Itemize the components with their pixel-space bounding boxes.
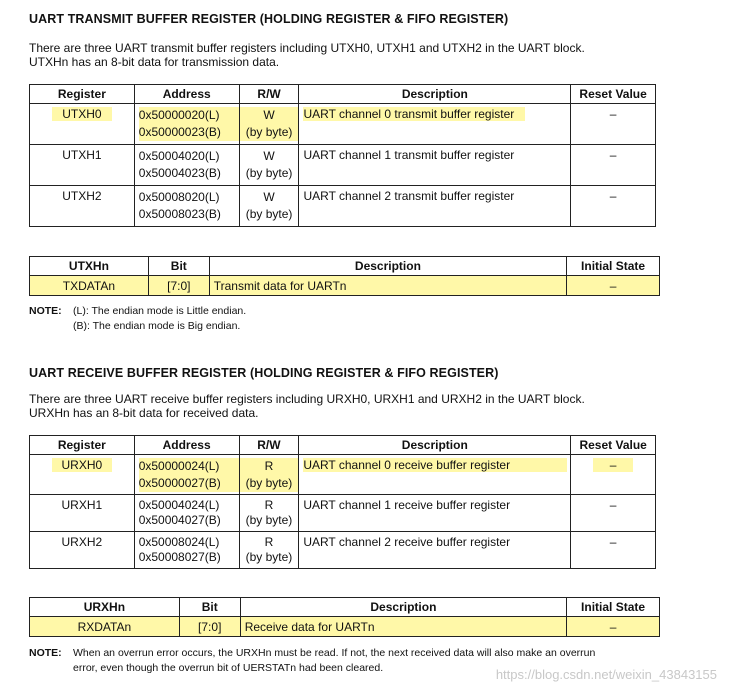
receive-para-line1: There are three UART receive buffer registers including URXH0, URXH1 and URXH2 in the UART block. <box>29 392 585 406</box>
initial-state-cell: – <box>567 617 660 637</box>
register-cell: UTXH0 <box>30 104 135 145</box>
transmit-register-table <box>29 84 656 227</box>
col-header-bit: Bit <box>148 257 209 276</box>
rw-cell: W (by byte) <box>239 104 299 145</box>
register-cell: URXH0 <box>30 455 135 495</box>
initial-state-cell: – <box>567 276 660 296</box>
register-cell: UTXH1 <box>30 145 135 186</box>
col-header-field: URXHn <box>30 598 180 617</box>
bit-cell: [7:0] <box>179 617 240 637</box>
address-cell: 0x50008024(L) 0x50008027(B) <box>134 532 239 569</box>
note-line2: (B): The endian mode is Big endian. <box>73 320 241 332</box>
table-row <box>30 455 656 495</box>
reset-value-cell: – <box>571 455 656 495</box>
col-header-initial-state: Initial State <box>567 257 660 276</box>
field-cell: RXDATAn <box>30 617 180 637</box>
col-header-description: Description <box>209 257 566 276</box>
col-header-address: Address <box>134 436 239 455</box>
note-line1: When an overrun error occurs, the URXHn must be read. If not, the next received data will also make an overrun <box>73 647 596 659</box>
col-header-description: Description <box>299 85 571 104</box>
table-row <box>30 104 656 145</box>
description-cell: UART channel 0 transmit buffer register <box>299 104 571 145</box>
col-header-initial-state: Initial State <box>567 598 660 617</box>
reset-value-cell: – <box>571 532 656 569</box>
description-cell: UART channel 2 transmit buffer register <box>299 186 571 227</box>
col-header-description: Description <box>240 598 566 617</box>
transmit-paragraph <box>29 41 585 69</box>
rw-cell: R (by byte) <box>239 495 299 532</box>
address-cell: 0x50004020(L) 0x50004023(B) <box>134 145 239 186</box>
bit-cell: [7:0] <box>148 276 209 296</box>
description-cell: UART channel 2 receive buffer register <box>299 532 571 569</box>
watermark-text: https://blog.csdn.net/weixin_43843155 <box>495 667 717 682</box>
col-header-reset-value: Reset Value <box>571 85 656 104</box>
col-header-field: UTXHn <box>30 257 149 276</box>
reset-value-cell: – <box>571 145 656 186</box>
transmit-para-line2: UTXHn has an 8-bit data for transmission data. <box>29 55 280 69</box>
register-cell: URXH2 <box>30 532 135 569</box>
rw-cell: R (by byte) <box>239 455 299 495</box>
table-row <box>30 617 660 637</box>
description-cell: UART channel 1 transmit buffer register <box>299 145 571 186</box>
rw-cell: R (by byte) <box>239 532 299 569</box>
table-row <box>30 186 656 227</box>
address-cell: 0x50000024(L) 0x50000027(B) <box>134 455 239 495</box>
reset-value-cell: – <box>571 186 656 227</box>
rw-cell: W (by byte) <box>239 145 299 186</box>
table-header-row <box>30 85 656 104</box>
col-header-reset-value: Reset Value <box>571 436 656 455</box>
table-row <box>30 532 656 569</box>
col-header-register: Register <box>30 85 135 104</box>
note-line2: error, even though the overrun bit of UERSTATn had been cleared. <box>73 662 384 674</box>
note-line1: (L): The endian mode is Little endian. <box>73 305 247 317</box>
table-row <box>30 145 656 186</box>
col-header-rw: R/W <box>239 436 299 455</box>
note-label: NOTE: <box>29 305 62 317</box>
register-cell: URXH1 <box>30 495 135 532</box>
table-row <box>30 276 660 296</box>
table-row <box>30 495 656 532</box>
description-cell: UART channel 0 receive buffer register <box>299 455 571 495</box>
table-header-row <box>30 598 660 617</box>
register-cell: UTXH2 <box>30 186 135 227</box>
note-label: NOTE: <box>29 647 62 659</box>
description-cell: UART channel 1 receive buffer register <box>299 495 571 532</box>
col-header-rw: R/W <box>239 85 299 104</box>
receive-para-line2: URXHn has an 8-bit data for received data. <box>29 406 259 420</box>
rw-cell: W (by byte) <box>239 186 299 227</box>
receive-bit-table <box>29 597 660 637</box>
col-header-description: Description <box>299 436 571 455</box>
transmit-heading: UART TRANSMIT BUFFER REGISTER (HOLDING REGISTER & FIFO REGISTER) <box>29 12 509 26</box>
address-cell: 0x50004024(L) 0x50004027(B) <box>134 495 239 532</box>
col-header-address: Address <box>134 85 239 104</box>
col-header-register: Register <box>30 436 135 455</box>
receive-heading: UART RECEIVE BUFFER REGISTER (HOLDING REGISTER & FIFO REGISTER) <box>29 366 499 380</box>
address-cell: 0x50008020(L) 0x50008023(B) <box>134 186 239 227</box>
transmit-para-line1: There are three UART transmit buffer registers including UTXH0, UTXH1 and UTXH2 in the UART block. <box>29 41 585 55</box>
table-header-row <box>30 436 656 455</box>
reset-value-cell: – <box>571 104 656 145</box>
receive-register-table <box>29 435 656 569</box>
description-cell: Transmit data for UARTn <box>209 276 566 296</box>
receive-paragraph <box>29 392 585 420</box>
col-header-bit: Bit <box>179 598 240 617</box>
transmit-note <box>29 304 246 334</box>
reset-value-cell: – <box>571 495 656 532</box>
transmit-bit-table <box>29 256 660 296</box>
table-header-row <box>30 257 660 276</box>
description-cell: Receive data for UARTn <box>240 617 566 637</box>
address-cell: 0x50000020(L) 0x50000023(B) <box>134 104 239 145</box>
field-cell: TXDATAn <box>30 276 149 296</box>
